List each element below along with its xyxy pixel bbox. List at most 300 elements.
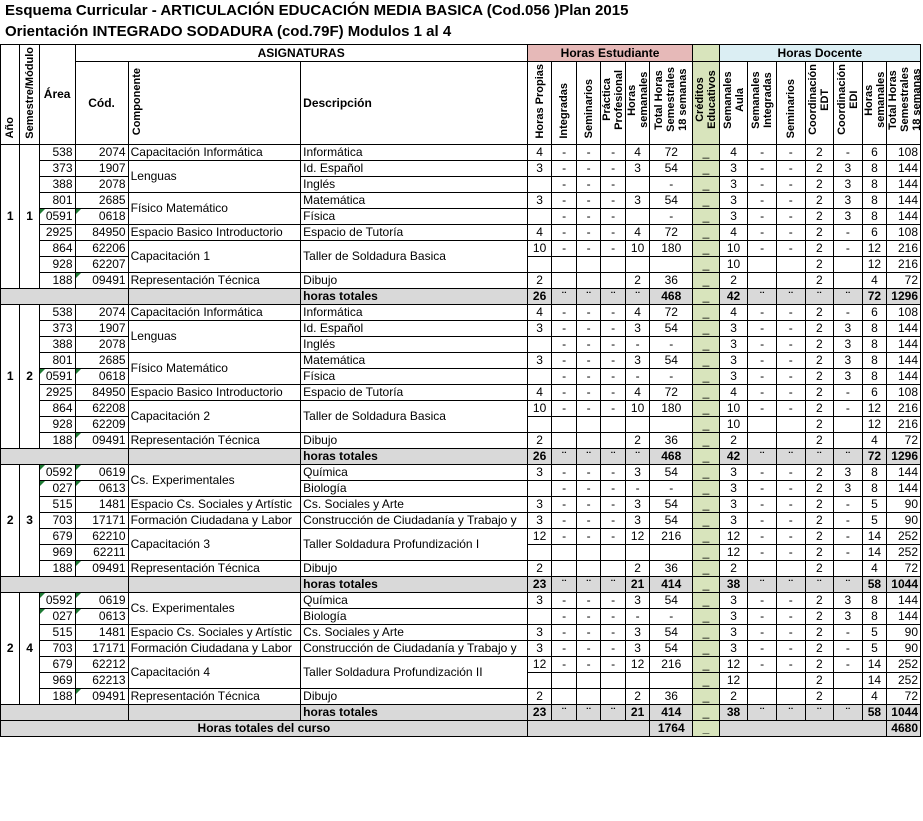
practica-profesional-cell — [601, 672, 626, 688]
integradas-cell: - — [552, 224, 577, 240]
semestre-cell: 4 — [20, 592, 39, 704]
subtotal-label: horas totales — [301, 576, 528, 592]
subtotal-est-cell: ¨ — [601, 448, 626, 464]
semanales-aula-cell: 4 — [719, 224, 748, 240]
horas-semanales-cell — [625, 544, 650, 560]
integradas-cell: - — [552, 640, 577, 656]
area-cell: 515 — [39, 624, 75, 640]
creditos-cell: _ — [693, 224, 720, 240]
horas-propias-cell: 3 — [527, 624, 552, 640]
total-horas-cell — [650, 672, 693, 688]
subtotal-doc-cell: 42 — [719, 448, 748, 464]
subtotal-doc-cell: ¨ — [805, 576, 834, 592]
coordinacion-edi-cell — [834, 560, 863, 576]
subtotal-est-cell: 26 — [527, 288, 552, 304]
semanales-integradas-cell: - — [748, 400, 777, 416]
doc-seminarios-cell: - — [776, 368, 805, 384]
coordinacion-edt-cell: 2 — [805, 192, 834, 208]
descripcion-cell: Biología — [301, 480, 528, 496]
doc-seminarios-cell: - — [776, 208, 805, 224]
area-cell: 538 — [39, 144, 75, 160]
coordinacion-edt-cell: 2 — [805, 528, 834, 544]
anio-cell: 2 — [1, 464, 20, 576]
horas-semanales-cell — [625, 176, 650, 192]
practica-profesional-cell: - — [601, 640, 626, 656]
doc-seminarios-cell: - — [776, 192, 805, 208]
integradas-cell — [552, 256, 577, 272]
semanales-integradas-cell: - — [748, 624, 777, 640]
componente-cell: Capacitación 2 — [128, 400, 301, 432]
descripcion-cell: Taller de Soldadura Basica — [301, 400, 528, 432]
seminarios-cell: - — [576, 480, 601, 496]
area-cell: 188 — [39, 272, 75, 288]
componente-cell: Representación Técnica — [128, 272, 301, 288]
semanales-integradas-cell: - — [748, 208, 777, 224]
semanales-aula-cell: 10 — [719, 400, 748, 416]
horas-propias-cell: 3 — [527, 496, 552, 512]
doc-seminarios-cell — [776, 256, 805, 272]
group-header-creditos-spacer — [693, 45, 720, 62]
creditos-cell: _ — [693, 272, 720, 288]
coordinacion-edt-cell: 2 — [805, 480, 834, 496]
doc-total-horas-cell: 144 — [887, 176, 921, 192]
semanales-aula-cell: 3 — [719, 480, 748, 496]
total-horas-cell: 54 — [650, 512, 693, 528]
doc-total-horas-cell: 252 — [887, 528, 921, 544]
semanales-aula-cell: 3 — [719, 608, 748, 624]
cod-cell: 62209 — [75, 416, 128, 432]
table-row — [1, 272, 921, 288]
creditos-cell: _ — [693, 640, 720, 656]
total-horas-cell: 54 — [650, 192, 693, 208]
doc-horas-semanales-cell: 5 — [862, 512, 887, 528]
subtotal-doc-cell: ¨ — [805, 288, 834, 304]
table-row — [1, 592, 921, 608]
area-cell: 801 — [39, 192, 75, 208]
subtotal-est-cell: ¨ — [601, 704, 626, 720]
cod-cell: 2685 — [75, 192, 128, 208]
seminarios-cell: - — [576, 176, 601, 192]
table-row — [1, 640, 921, 656]
cod-cell: 62206 — [75, 240, 128, 256]
subtotal-est-cell: ¨ — [552, 576, 577, 592]
table-row — [1, 240, 921, 256]
seminarios-cell — [576, 544, 601, 560]
area-cell: 0591 — [39, 208, 75, 224]
horas-propias-cell: 2 — [527, 432, 552, 448]
integradas-cell — [552, 688, 577, 704]
seminarios-cell: - — [576, 384, 601, 400]
horas-semanales-cell: 12 — [625, 528, 650, 544]
horas-propias-cell: 4 — [527, 384, 552, 400]
creditos-cell: _ — [693, 256, 720, 272]
doc-seminarios-cell: - — [776, 384, 805, 400]
practica-profesional-cell: - — [601, 480, 626, 496]
descripcion-cell: Dibujo — [301, 272, 528, 288]
descripcion-cell: Taller Soldadura Profundización I — [301, 528, 528, 560]
semanales-aula-cell: 3 — [719, 176, 748, 192]
total-horas-cell: 216 — [650, 656, 693, 672]
practica-profesional-cell — [601, 432, 626, 448]
integradas-cell: - — [552, 352, 577, 368]
descripcion-cell: Dibujo — [301, 432, 528, 448]
horas-semanales-cell: 3 — [625, 624, 650, 640]
semanales-aula-cell: 3 — [719, 592, 748, 608]
subtotal-doc-cell: 58 — [862, 576, 887, 592]
header-row-columns — [1, 61, 921, 144]
cod-cell: 09491 — [75, 560, 128, 576]
subtotal-est-cell: ¨ — [552, 704, 577, 720]
descripcion-cell: Cs. Sociales y Arte — [301, 496, 528, 512]
subtotal-est-cell: 414 — [650, 576, 693, 592]
subtotal-est-cell: ¨ — [601, 576, 626, 592]
componente-cell: Representación Técnica — [128, 432, 301, 448]
semanales-aula-cell: 4 — [719, 144, 748, 160]
integradas-cell: - — [552, 320, 577, 336]
descripcion-cell: Espacio de Tutoría — [301, 384, 528, 400]
cod-cell: 84950 — [75, 384, 128, 400]
grand-total-doc: 4680 — [887, 720, 921, 736]
subtotal-creditos: _ — [693, 288, 720, 304]
doc-horas-semanales-cell: 12 — [862, 240, 887, 256]
subtotal-est-cell: ¨ — [601, 288, 626, 304]
cod-cell: 62208 — [75, 400, 128, 416]
horas-semanales-cell: 2 — [625, 272, 650, 288]
cod-cell: 0618 — [75, 208, 128, 224]
horas-semanales-cell: 3 — [625, 160, 650, 176]
table-row — [1, 528, 921, 544]
creditos-cell: _ — [693, 608, 720, 624]
total-horas-cell: 36 — [650, 432, 693, 448]
semanales-integradas-cell: - — [748, 304, 777, 320]
col-header-practica-profesional: Práctica Profesional — [601, 61, 626, 144]
subtotal-label: horas totales — [301, 288, 528, 304]
doc-seminarios-cell: - — [776, 320, 805, 336]
subtotal-blank-comp — [128, 704, 301, 720]
doc-total-horas-cell: 72 — [887, 272, 921, 288]
subtotal-doc-cell: ¨ — [748, 448, 777, 464]
semanales-integradas-cell: - — [748, 656, 777, 672]
col-header-area: Área — [39, 45, 75, 145]
col-header-descripcion: Descripción — [301, 61, 528, 144]
integradas-cell: - — [552, 512, 577, 528]
subtotal-est-cell: 21 — [625, 704, 650, 720]
practica-profesional-cell: - — [601, 240, 626, 256]
semanales-aula-cell: 3 — [719, 496, 748, 512]
coordinacion-edi-cell: 3 — [834, 208, 863, 224]
horas-propias-cell: 3 — [527, 512, 552, 528]
table-row — [1, 560, 921, 576]
seminarios-cell: - — [576, 304, 601, 320]
descripcion-cell: Taller Soldadura Profundización II — [301, 656, 528, 688]
coordinacion-edi-cell: - — [834, 512, 863, 528]
integradas-cell — [552, 560, 577, 576]
coordinacion-edi-cell: 3 — [834, 352, 863, 368]
subtotal-doc-cell: 42 — [719, 288, 748, 304]
doc-horas-semanales-cell: 8 — [862, 176, 887, 192]
componente-cell: Capacitación Informática — [128, 304, 301, 320]
seminarios-cell: - — [576, 320, 601, 336]
semanales-aula-cell: 3 — [719, 352, 748, 368]
total-horas-cell: 54 — [650, 592, 693, 608]
semanales-integradas-cell: - — [748, 144, 777, 160]
doc-seminarios-cell: - — [776, 496, 805, 512]
integradas-cell — [552, 416, 577, 432]
subtotal-est-cell: ¨ — [576, 448, 601, 464]
coordinacion-edt-cell: 2 — [805, 432, 834, 448]
cod-cell: 62212 — [75, 656, 128, 672]
semanales-integradas-cell — [748, 272, 777, 288]
cod-cell: 62213 — [75, 672, 128, 688]
coordinacion-edi-cell: - — [834, 624, 863, 640]
coordinacion-edt-cell: 2 — [805, 384, 834, 400]
horas-propias-cell: 3 — [527, 592, 552, 608]
doc-seminarios-cell: - — [776, 624, 805, 640]
coordinacion-edi-cell: - — [834, 240, 863, 256]
coordinacion-edi-cell: - — [834, 544, 863, 560]
grand-total-est: 1764 — [650, 720, 693, 736]
cod-cell: 17171 — [75, 512, 128, 528]
horas-semanales-cell: 3 — [625, 512, 650, 528]
semanales-integradas-cell: - — [748, 224, 777, 240]
practica-profesional-cell: - — [601, 368, 626, 384]
integradas-cell: - — [552, 400, 577, 416]
coordinacion-edt-cell: 2 — [805, 624, 834, 640]
componente-cell: Cs. Experimentales — [128, 592, 301, 624]
doc-total-horas-cell: 108 — [887, 384, 921, 400]
subtotal-row — [1, 448, 921, 464]
total-horas-cell: - — [650, 608, 693, 624]
coordinacion-edt-cell: 2 — [805, 160, 834, 176]
integradas-cell: - — [552, 384, 577, 400]
integradas-cell: - — [552, 464, 577, 480]
doc-total-horas-cell: 144 — [887, 208, 921, 224]
subtotal-est-cell: ¨ — [576, 288, 601, 304]
componente-cell: Cs. Experimentales — [128, 464, 301, 496]
area-cell: 679 — [39, 656, 75, 672]
subtotal-doc-cell: ¨ — [834, 288, 863, 304]
semanales-integradas-cell — [748, 416, 777, 432]
horas-propias-cell — [527, 544, 552, 560]
coordinacion-edi-cell — [834, 256, 863, 272]
doc-total-horas-cell: 108 — [887, 224, 921, 240]
header-row-groups — [1, 45, 921, 62]
col-header-anio: Año — [1, 45, 20, 145]
total-horas-cell: 36 — [650, 272, 693, 288]
coordinacion-edt-cell: 2 — [805, 592, 834, 608]
subtotal-row — [1, 704, 921, 720]
doc-seminarios-cell — [776, 688, 805, 704]
col-header-horas-semanales: Horas semanales — [625, 61, 650, 144]
creditos-cell: _ — [693, 672, 720, 688]
doc-seminarios-cell: - — [776, 608, 805, 624]
horas-semanales-cell: 2 — [625, 432, 650, 448]
doc-horas-semanales-cell: 6 — [862, 144, 887, 160]
doc-total-horas-cell: 216 — [887, 400, 921, 416]
col-header-cod: Cód. — [75, 61, 128, 144]
semanales-integradas-cell: - — [748, 160, 777, 176]
doc-total-horas-cell: 144 — [887, 160, 921, 176]
area-cell: 928 — [39, 256, 75, 272]
integradas-cell: - — [552, 624, 577, 640]
semanales-integradas-cell: - — [748, 240, 777, 256]
semanales-aula-cell: 4 — [719, 304, 748, 320]
coordinacion-edt-cell: 2 — [805, 672, 834, 688]
coordinacion-edi-cell: 3 — [834, 464, 863, 480]
doc-horas-semanales-cell: 8 — [862, 368, 887, 384]
doc-horas-semanales-cell: 4 — [862, 432, 887, 448]
coordinacion-edi-cell: - — [834, 224, 863, 240]
seminarios-cell — [576, 416, 601, 432]
practica-profesional-cell: - — [601, 192, 626, 208]
doc-total-horas-cell: 216 — [887, 256, 921, 272]
coordinacion-edi-cell: 3 — [834, 320, 863, 336]
coordinacion-edi-cell: - — [834, 144, 863, 160]
anio-cell: 2 — [1, 592, 20, 704]
subtotal-doc-cell: 1296 — [887, 288, 921, 304]
integradas-cell — [552, 544, 577, 560]
creditos-cell: _ — [693, 384, 720, 400]
subtotal-doc-cell: ¨ — [834, 704, 863, 720]
horas-semanales-cell: 3 — [625, 352, 650, 368]
practica-profesional-cell: - — [601, 144, 626, 160]
semanales-aula-cell: 12 — [719, 656, 748, 672]
doc-total-horas-cell: 144 — [887, 368, 921, 384]
creditos-cell: _ — [693, 592, 720, 608]
integradas-cell: - — [552, 592, 577, 608]
horas-propias-cell — [527, 256, 552, 272]
doc-horas-semanales-cell: 8 — [862, 480, 887, 496]
doc-seminarios-cell: - — [776, 656, 805, 672]
horas-propias-cell — [527, 480, 552, 496]
cod-cell: 0619 — [75, 592, 128, 608]
subtotal-doc-cell: ¨ — [805, 704, 834, 720]
coordinacion-edi-cell: 3 — [834, 192, 863, 208]
integradas-cell: - — [552, 304, 577, 320]
cod-cell: 0613 — [75, 480, 128, 496]
total-horas-cell: 54 — [650, 496, 693, 512]
practica-profesional-cell: - — [601, 208, 626, 224]
creditos-cell: _ — [693, 320, 720, 336]
coordinacion-edi-cell: 3 — [834, 480, 863, 496]
coordinacion-edt-cell: 2 — [805, 400, 834, 416]
semanales-aula-cell: 3 — [719, 320, 748, 336]
horas-semanales-cell: 4 — [625, 144, 650, 160]
horas-propias-cell: 3 — [527, 640, 552, 656]
horas-propias-cell — [527, 208, 552, 224]
subtotal-creditos: _ — [693, 448, 720, 464]
practica-profesional-cell: - — [601, 512, 626, 528]
doc-total-horas-cell: 72 — [887, 432, 921, 448]
semanales-integradas-cell: - — [748, 368, 777, 384]
group-header-horas-estudiante: Horas Estudiante — [527, 45, 692, 62]
table-row — [1, 352, 921, 368]
componente-cell: Capacitación 4 — [128, 656, 301, 688]
componente-cell: Espacio Basico Introductorio — [128, 224, 301, 240]
coordinacion-edt-cell: 2 — [805, 496, 834, 512]
creditos-cell: _ — [693, 432, 720, 448]
integradas-cell: - — [552, 496, 577, 512]
table-row — [1, 192, 921, 208]
subtotal-doc-cell: ¨ — [834, 448, 863, 464]
grand-total-creditos: _ — [693, 720, 720, 736]
semanales-aula-cell: 3 — [719, 336, 748, 352]
total-horas-cell — [650, 256, 693, 272]
subtotal-label: horas totales — [301, 448, 528, 464]
coordinacion-edi-cell: - — [834, 496, 863, 512]
horas-semanales-cell: 4 — [625, 384, 650, 400]
subtotal-doc-cell: 1044 — [887, 576, 921, 592]
doc-total-horas-cell: 252 — [887, 672, 921, 688]
practica-profesional-cell — [601, 256, 626, 272]
subtotal-doc-cell: ¨ — [776, 704, 805, 720]
creditos-cell: _ — [693, 496, 720, 512]
horas-propias-cell: 4 — [527, 304, 552, 320]
descripcion-cell: Biología — [301, 608, 528, 624]
subtotal-doc-cell: ¨ — [748, 288, 777, 304]
integradas-cell — [552, 272, 577, 288]
horas-propias-cell — [527, 176, 552, 192]
table-row — [1, 464, 921, 480]
total-horas-cell: 72 — [650, 304, 693, 320]
area-cell: 679 — [39, 528, 75, 544]
table-row — [1, 304, 921, 320]
cod-cell: 2074 — [75, 304, 128, 320]
creditos-cell: _ — [693, 624, 720, 640]
coordinacion-edt-cell: 2 — [805, 224, 834, 240]
area-cell: 864 — [39, 400, 75, 416]
descripcion-cell: Id. Español — [301, 320, 528, 336]
creditos-cell: _ — [693, 144, 720, 160]
semanales-integradas-cell: - — [748, 176, 777, 192]
cod-cell: 09491 — [75, 688, 128, 704]
col-header-semanales-integradas: Semanales Integradas — [748, 61, 777, 144]
doc-horas-semanales-cell: 8 — [862, 464, 887, 480]
seminarios-cell — [576, 672, 601, 688]
doc-seminarios-cell: - — [776, 240, 805, 256]
subtotal-blank — [1, 288, 129, 304]
practica-profesional-cell: - — [601, 336, 626, 352]
horas-propias-cell — [527, 672, 552, 688]
practica-profesional-cell — [601, 272, 626, 288]
semanales-aula-cell: 10 — [719, 416, 748, 432]
doc-horas-semanales-cell: 6 — [862, 384, 887, 400]
grand-total-row — [1, 720, 921, 736]
coordinacion-edt-cell: 2 — [805, 688, 834, 704]
doc-total-horas-cell: 108 — [887, 144, 921, 160]
seminarios-cell: - — [576, 192, 601, 208]
total-horas-cell: 54 — [650, 160, 693, 176]
col-header-semestre: Semestre/Módulo — [20, 45, 39, 145]
horas-semanales-cell: 4 — [625, 304, 650, 320]
horas-semanales-cell: 12 — [625, 656, 650, 672]
area-cell: 703 — [39, 512, 75, 528]
subtotal-est-cell: 468 — [650, 448, 693, 464]
subtotal-doc-cell: 1044 — [887, 704, 921, 720]
seminarios-cell: - — [576, 640, 601, 656]
total-horas-cell: - — [650, 368, 693, 384]
descripcion-cell: Física — [301, 208, 528, 224]
cod-cell: 84950 — [75, 224, 128, 240]
col-header-doc-seminarios: Seminarios — [776, 61, 805, 144]
practica-profesional-cell: - — [601, 656, 626, 672]
curriculum-table — [0, 44, 921, 737]
semestre-cell: 1 — [20, 144, 39, 288]
creditos-cell: _ — [693, 304, 720, 320]
practica-profesional-cell: - — [601, 496, 626, 512]
semestre-cell: 3 — [20, 464, 39, 576]
total-horas-cell: 180 — [650, 240, 693, 256]
